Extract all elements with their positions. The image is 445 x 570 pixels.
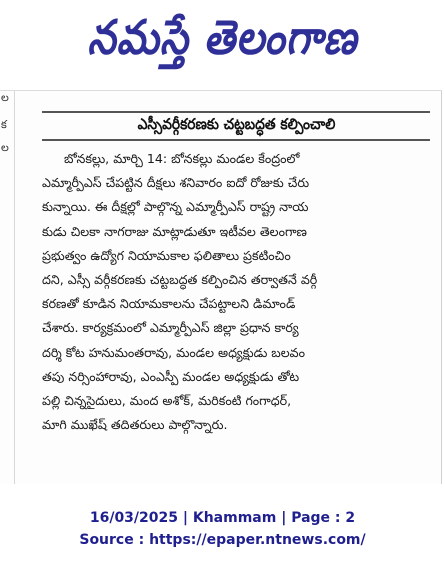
- article-line: దర్శి కోట హనుమంతరావు, మండల అధ్యక్షుడు బలవం: [42, 344, 306, 360]
- article-line: బోనకల్లు, మార్చి 14: బోనకల్లు మండల కేంద్రంలో: [64, 151, 300, 166]
- footer-date-edition: 16/03/2025 | Khammam | Page : 2: [89, 510, 356, 526]
- article-line: కున్నాయి. ఈ దీక్షల్లో పాల్గొన్న ఎమ్మార్పీఎస్ రాష్ట్ర నాయ: [42, 199, 309, 215]
- newspaper-masthead: [0, 0, 445, 88]
- article-line: ప్రభుత్వం ఉద్యోగ నియామకాల ఫలితాలు ప్రకటించిం: [42, 247, 291, 263]
- article-line: ఎమ్మార్పీఎస్ చేపట్టిన దీక్షలు శనివారం ఐదో రోజుకు చేరు: [42, 175, 310, 191]
- column-rule: [441, 91, 442, 484]
- article-line: మాగి ముఖేష్ తదితరులు పాల్గొన్నారు.: [42, 417, 228, 433]
- article-line: పల్లి చిన్నసైదులు, మంద అశోక్, మరికంటి గంగాధర్,: [42, 392, 292, 408]
- article-line: చేశారు. కార్యక్రమంలో ఎమ్మార్పీఎస్ జిల్లా ప్రధాన కార్య: [42, 320, 299, 336]
- article-headline: ఎస్సీవర్గీకరణకు చట్టబద్ధత కల్పించాలి: [137, 115, 335, 133]
- article-line: కుడు చిలకా నాగరాజు మాట్లాడుతూ ఇటీవల తెలంగాణ: [42, 223, 307, 239]
- adjacent-column-fragment: ల: [1, 141, 9, 154]
- footer-source-link[interactable]: Source : https://epaper.ntnews.com/: [79, 532, 366, 548]
- article-line: దని, ఎస్సీ వర్గీకరణకు చట్టబద్ధత కల్పించిన తర్వాతనే వర్గీ: [42, 271, 318, 287]
- article-line: తపు నర్సింహారావు, ఎంఎస్పీ మండల అధ్యక్షుడు తోట: [42, 368, 300, 384]
- adjacent-column-fragment: క: [1, 118, 7, 131]
- masthead-title: నమస్తే తెలంగాణ: [87, 10, 358, 66]
- article-body: [42, 147, 430, 437]
- source-footer: [0, 507, 445, 551]
- article-clipping: [0, 90, 442, 484]
- article-line: కరణతో కూడిన నియామకాలను చేపట్టాలని డిమాండ్: [42, 296, 296, 312]
- adjacent-column-fragment: ల: [1, 91, 9, 104]
- adjacent-column-edge: [0, 91, 15, 484]
- headline-box: [42, 111, 430, 141]
